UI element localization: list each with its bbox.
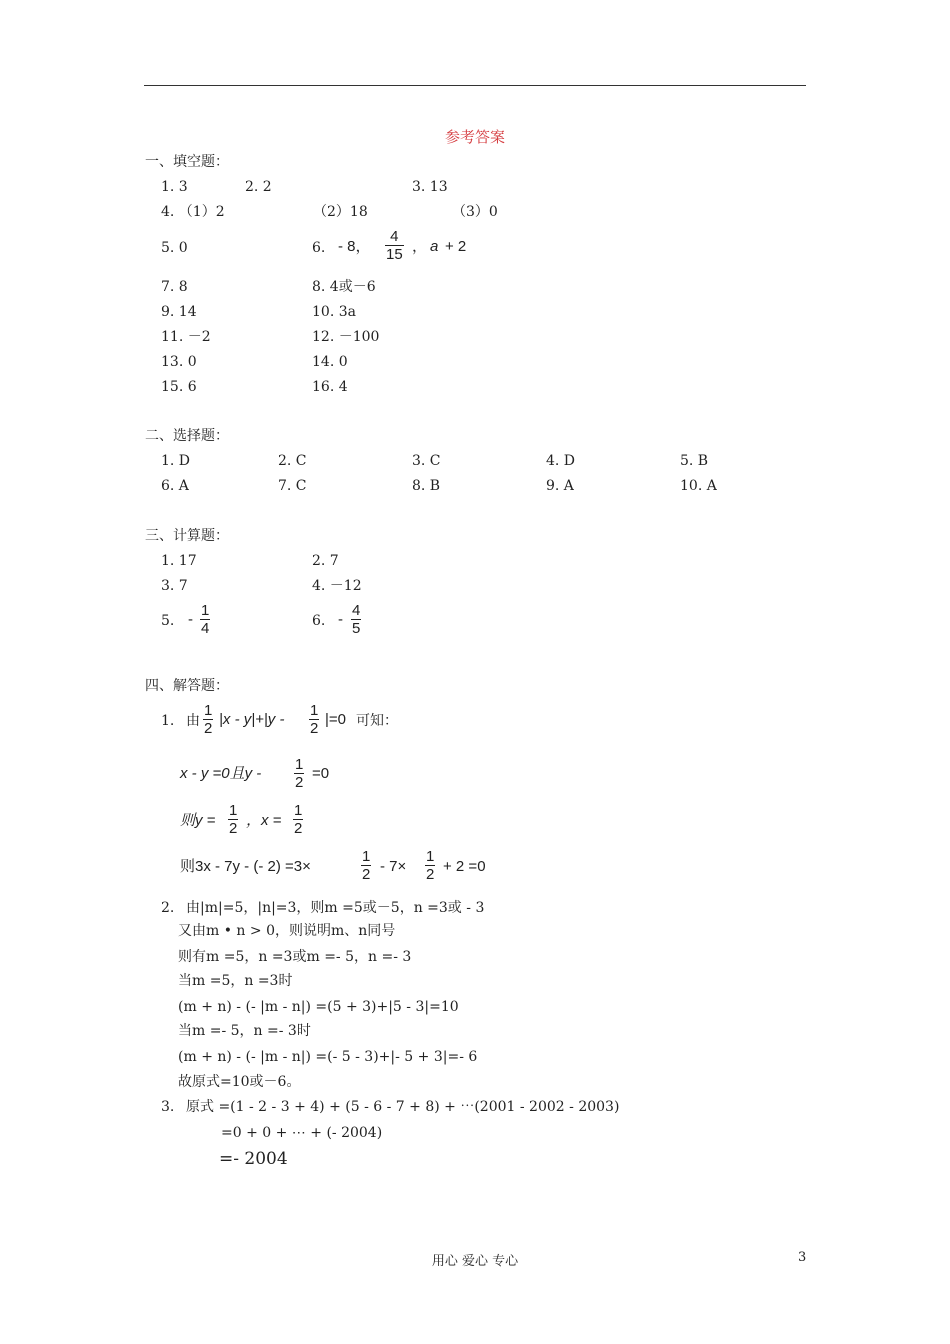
solve-q1-line1-half <box>203 702 213 737</box>
fraction-denominator: 5 <box>352 620 361 637</box>
solve-q1-line4-half <box>361 848 371 883</box>
fraction-denominator: 2 <box>204 720 213 737</box>
calc-answer-3: 3. 7 <box>161 578 188 594</box>
solve-q2-line4: 当m =5，n =3时 <box>178 973 293 989</box>
section-fill-heading: 一、填空题： <box>145 154 229 170</box>
solve-q1-line3-half <box>228 802 238 837</box>
solve-q3-line2: =0 + 0 + ⋯ + (- 2004) <box>221 1125 383 1141</box>
calc-answer-2: 2. 7 <box>312 553 339 569</box>
solve-q1-line4-half-2 <box>425 848 435 883</box>
fill-answer-16: 16. 4 <box>312 379 348 395</box>
fraction-numerator: 4 <box>352 602 361 619</box>
calc-answer-6-label: 6. <box>312 613 326 629</box>
fraction-numerator: 1 <box>362 848 371 865</box>
fill-answer-15: 15. 6 <box>161 379 197 395</box>
fraction-denominator: 2 <box>229 820 238 837</box>
choice-answer-2: 2. C <box>278 453 307 469</box>
fraction-numerator: 1 <box>426 848 435 865</box>
calc-answer-1: 1. 17 <box>161 553 197 569</box>
fill-answer-6-a: - 8， <box>338 238 371 255</box>
solve-q1-line2-a: x - y =0且y - <box>180 765 262 782</box>
choice-answer-5: 5. B <box>680 453 709 469</box>
solve-q2-line7: (m + n) - (- |m - n|) =(- 5 - 3)+|- 5 + 3|=- 6 <box>178 1049 478 1065</box>
choice-answer-1: 1. D <box>161 453 191 469</box>
fraction-numerator: 4 <box>390 228 399 245</box>
solve-q3-line1: 原式 =(1 - 2 - 3 + 4) + (5 - 6 - 7 + 8) + ⋯(2001 - 2002 - 2003) <box>186 1099 620 1115</box>
solve-q1-line2-b: =0 <box>312 765 330 782</box>
fraction-numerator: 1 <box>294 802 303 819</box>
solve-q2-line6: 当m =- 5，n =- 3时 <box>178 1023 311 1039</box>
choice-answer-3: 3. C <box>412 453 441 469</box>
solve-q1-line3-a: 则y = <box>180 812 216 829</box>
fill-answer-14: 14. 0 <box>312 354 348 370</box>
solve-q2-line2: 又由m • n > 0，则说明m、n同号 <box>178 923 396 939</box>
fill-answer-6-var: a <box>430 238 439 255</box>
choice-answer-6: 6. A <box>161 478 189 494</box>
fraction-numerator: 1 <box>295 756 304 773</box>
fill-answer-9: 9. 14 <box>161 304 197 320</box>
page-number: 3 <box>798 1250 807 1265</box>
fraction-denominator: 4 <box>201 620 210 637</box>
fill-answer-1: 1. 3 <box>161 179 188 195</box>
choice-answer-4: 4. D <box>546 453 576 469</box>
section-calc-heading: 三、计算题： <box>145 528 229 544</box>
header-rule <box>144 85 806 86</box>
fill-answer-6-plus: + 2 <box>445 238 467 255</box>
solve-q3-line3: =- 2004 <box>219 1149 288 1169</box>
fraction-denominator: 2 <box>426 866 435 883</box>
solve-q3-label: 3. <box>161 1099 175 1115</box>
fill-answer-2: 2. 2 <box>245 179 272 195</box>
fill-answer-13: 13. 0 <box>161 354 197 370</box>
calc-answer-5-fraction <box>200 602 210 637</box>
fill-answer-4-2: （2）18 <box>313 204 368 220</box>
fill-answer-7: 7. 8 <box>161 279 188 295</box>
solve-q2-label: 2. <box>161 900 175 916</box>
calc-answer-5-sign: - <box>188 611 193 628</box>
solve-q2-line5: (m + n) - (- |m - n|) =(5 + 3)+|5 - 3|=10 <box>178 999 459 1015</box>
calc-answer-5-label: 5. <box>161 613 175 629</box>
solve-q1-line3-half-2 <box>293 802 303 837</box>
fill-answer-6-comma: ， <box>412 238 428 255</box>
section-solve-heading: 四、解答题： <box>145 678 229 694</box>
section-choice-heading: 二、选择题： <box>145 428 229 444</box>
solve-q2-line3: 则有m =5，n =3或m =- 5，n =- 3 <box>178 949 412 965</box>
solve-q1-line2-half <box>294 756 304 791</box>
solve-q1-line1-c: |=0 <box>325 711 346 728</box>
choice-answer-7: 7. C <box>278 478 307 494</box>
fraction-numerator: 1 <box>204 702 213 719</box>
fraction-numerator: 1 <box>201 602 210 619</box>
solve-q1-line1-d: 可知： <box>356 713 398 729</box>
fill-answer-12: 12. －100 <box>312 329 380 345</box>
fraction-denominator: 15 <box>386 246 403 263</box>
fill-answer-6-fraction <box>385 228 404 263</box>
fill-answer-6-label: 6. <box>312 240 326 256</box>
calc-answer-4: 4. －12 <box>312 578 362 594</box>
fill-answer-8: 8. 4或－6 <box>312 279 376 295</box>
calc-answer-6-sign: - <box>338 611 343 628</box>
solve-q1-line1-half-2 <box>309 702 319 737</box>
solve-q2-line8: 故原式=10或－6。 <box>178 1074 301 1090</box>
fraction-numerator: 1 <box>229 802 238 819</box>
fill-answer-4-1: 4. （1）2 <box>161 204 225 220</box>
page-title: 参考答案 <box>444 128 505 146</box>
fill-answer-4-3: （3）0 <box>452 204 498 220</box>
fraction-denominator: 2 <box>294 820 303 837</box>
fill-answer-5: 5. 0 <box>161 240 188 256</box>
solve-q1-line1-b: |x - y|+|y - <box>219 711 285 728</box>
solve-q1-line4-a: 则3x - 7y - (- 2) =3× <box>180 858 311 875</box>
solve-q1-line4-c: + 2 =0 <box>443 858 486 875</box>
fill-answer-10: 10. 3a <box>312 304 356 320</box>
choice-answer-10: 10. A <box>680 478 717 494</box>
calc-answer-6-fraction <box>351 602 361 637</box>
fill-answer-3: 3. 13 <box>412 179 448 195</box>
fraction-numerator: 1 <box>310 702 319 719</box>
solve-q1-line1-a: 由 <box>186 713 200 729</box>
fill-answer-11: 11. －2 <box>161 329 211 345</box>
solve-q2-line1: 由|m|=5，|n|=3，则m =5或－5，n =3或 - 3 <box>186 900 485 916</box>
solve-q1-line4-b: - 7× <box>380 858 407 875</box>
solve-q1-line3-b: ，x = <box>246 812 282 829</box>
choice-answer-9: 9. A <box>546 478 574 494</box>
fraction-denominator: 2 <box>310 720 319 737</box>
fraction-denominator: 2 <box>362 866 371 883</box>
page-footer: 用心 爱心 专心 <box>431 1254 519 1269</box>
fraction-denominator: 2 <box>295 774 304 791</box>
solve-q1-label: 1. <box>161 713 175 729</box>
choice-answer-8: 8. B <box>412 478 441 494</box>
